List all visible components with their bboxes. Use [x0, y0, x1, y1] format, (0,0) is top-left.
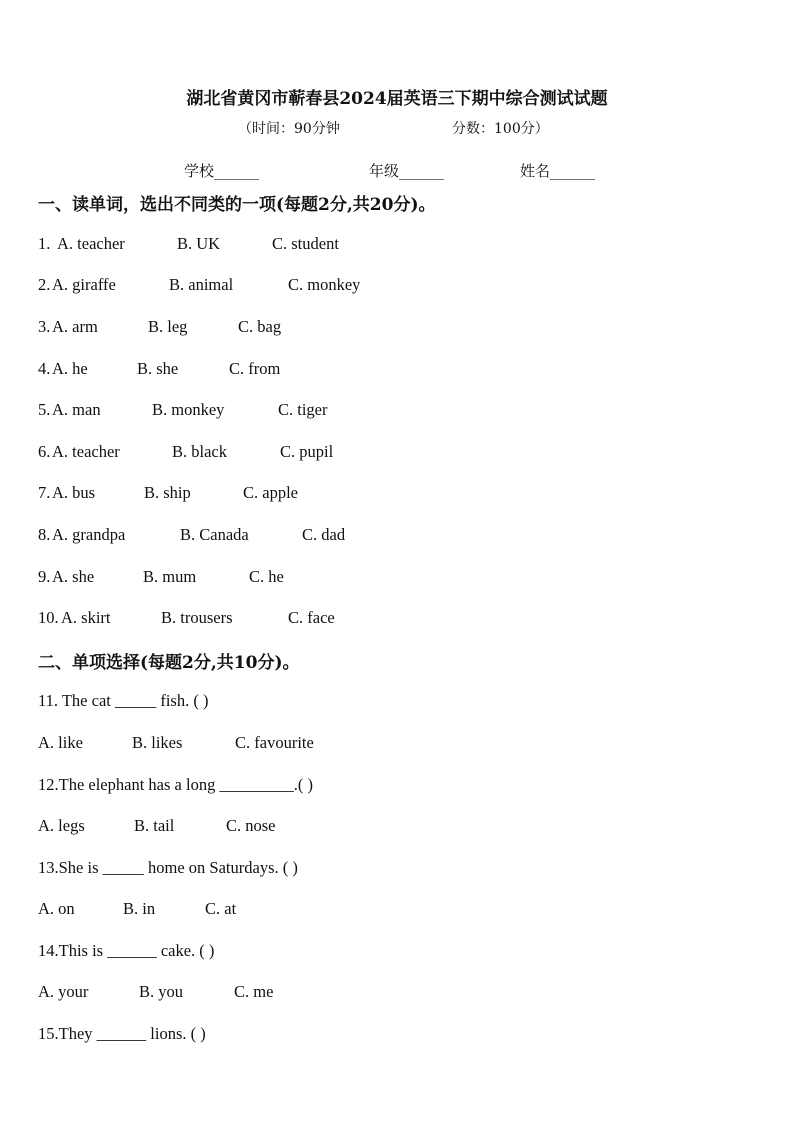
- option-c: C. at: [205, 899, 237, 918]
- option-b: B. Canada: [180, 525, 249, 544]
- option-c: C. student: [272, 234, 339, 253]
- option-b: B. UK: [177, 234, 221, 253]
- question-number: 8.: [38, 525, 51, 544]
- option-a: A. like: [38, 733, 83, 752]
- question-number: 1.: [38, 234, 51, 253]
- option-b: B. tail: [134, 816, 175, 835]
- option-b: B. trousers: [161, 608, 233, 627]
- option-a: A. teacher: [57, 234, 125, 253]
- section1-heading: 一、读单词，选出不同类的一项(每题2分,共20分)。: [38, 195, 436, 215]
- question-number: 7.: [38, 483, 51, 502]
- option-c: C. he: [249, 567, 284, 586]
- option-c: C. from: [229, 359, 281, 378]
- option-b: B. black: [172, 442, 227, 461]
- option-b: B. she: [137, 359, 179, 378]
- option-a: A. he: [52, 359, 88, 378]
- question-text: 14.This is ______ cake. ( ): [38, 941, 215, 960]
- question-number: 5.: [38, 400, 51, 419]
- page-title: 湖北省黄冈市蕲春县2024届英语三下期中综合测试试题: [186, 89, 608, 109]
- option-a: A. grandpa: [52, 525, 126, 544]
- option-c: C. monkey: [288, 275, 361, 294]
- option-c: C. favourite: [235, 733, 314, 752]
- question-number: 9.: [38, 567, 51, 586]
- option-a: A. giraffe: [52, 275, 116, 294]
- question-text: 15.They ______ lions. ( ): [38, 1024, 206, 1043]
- exam-time: （时间：90分钟: [238, 121, 340, 137]
- exam-score: 分数：100分）: [452, 121, 549, 137]
- option-a: A. legs: [38, 816, 85, 835]
- option-c: C. pupil: [280, 442, 334, 461]
- option-b: B. likes: [132, 733, 183, 752]
- question-number: 4.: [38, 359, 51, 378]
- option-b: B. mum: [143, 567, 197, 586]
- option-b: B. animal: [169, 275, 234, 294]
- question-number: 6.: [38, 442, 51, 461]
- question-text: 12.The elephant has a long _________.( ): [38, 775, 313, 794]
- option-b: B. leg: [148, 317, 188, 336]
- option-c: C. dad: [302, 525, 346, 544]
- option-b: B. you: [139, 982, 184, 1001]
- option-c: C. apple: [243, 483, 298, 502]
- option-c: C. face: [288, 608, 335, 627]
- question-number: 2.: [38, 275, 51, 294]
- option-a: A. on: [38, 899, 75, 918]
- option-a: A. bus: [52, 483, 96, 502]
- option-c: C. bag: [238, 317, 282, 336]
- option-a: A. skirt: [61, 608, 111, 627]
- name-field: 姓名______: [520, 162, 596, 180]
- question-text: 11. The cat _____ fish. ( ): [38, 691, 209, 710]
- option-b: B. in: [123, 899, 156, 918]
- section2-heading: 二、单项选择(每题2分,共10分)。: [38, 653, 300, 673]
- school-field: 学校______: [184, 162, 260, 180]
- option-c: C. nose: [226, 816, 276, 835]
- option-a: A. man: [52, 400, 101, 419]
- option-c: C. tiger: [278, 400, 328, 419]
- option-a: A. your: [38, 982, 89, 1001]
- question-text: 13.She is _____ home on Saturdays. ( ): [38, 858, 298, 877]
- option-b: B. monkey: [152, 400, 225, 419]
- option-a: A. she: [52, 567, 95, 586]
- option-c: C. me: [234, 982, 274, 1001]
- grade-field: 年级______: [369, 162, 445, 180]
- question-number: 10.: [38, 608, 59, 627]
- option-a: A. arm: [52, 317, 98, 336]
- option-a: A. teacher: [52, 442, 120, 461]
- question-number: 3.: [38, 317, 51, 336]
- option-b: B. ship: [144, 483, 191, 502]
